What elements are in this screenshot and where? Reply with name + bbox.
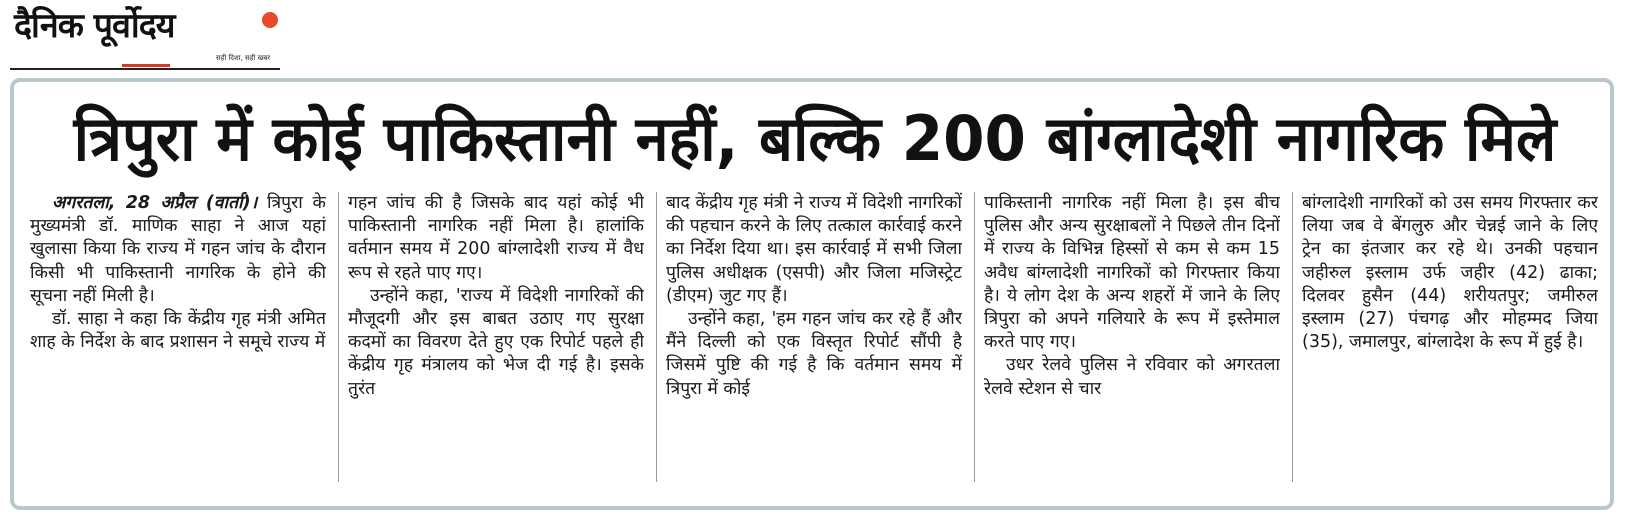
column-divider [974, 192, 975, 482]
article-column-3 [666, 192, 962, 492]
article-paragraph [30, 192, 326, 308]
masthead-accent-bar [122, 64, 170, 67]
article-paragraph: डॉ. साहा ने कहा कि केंद्रीय गृह मंत्री अमित शाह के निर्देश के बाद प्रशासन ने समूचे राज्य में [30, 309, 326, 353]
column-divider [338, 192, 339, 482]
article-column-5 [1302, 192, 1598, 492]
article-paragraph: उन्होंने कहा, 'हम गहन जांच कर रहे हैं और मैंने दिल्ली को एक विस्तृत रिपोर्ट सौंपी है जिसमें पुष्टि की गई है कि वर्तमान समय में त्रिपुरा में कोई [666, 309, 962, 399]
article-paragraph: बाद केंद्रीय गृह मंत्री ने राज्य में विदेशी नागरिकों की पहचान करने के लिए तत्काल कार्रवाई करने का निर्देश दिया था। इस कार्रवाई में सभी जिला पुलिस अधीक्षक (एसपी) और जिला मजिस्ट्रेट (डीएम) जुट गए हैं। [666, 193, 962, 306]
article-headline: त्रिपुरा में कोई पाकिस्तानी नहीं, बल्कि 200 बांग्लादेशी नागरिक मिले [73, 102, 1557, 175]
article-paragraph: उन्होंने कहा, 'राज्य में विदेशी नागरिकों की मौजूदगी और इस बाबत उठाए गए सुरक्षा कदमों का विवरण देते हुए एक रिपोर्ट पहले ही केंद्रीय गृह मंत्रालय को भेज दी गई है। इसके तुरंत [348, 285, 644, 399]
masthead [10, 4, 280, 70]
article-paragraph: उधर रेलवे पुलिस ने रविवार को अगरतला रेलवे स्टेशन से चार [984, 355, 1280, 399]
newspaper-logo: दैनिक पूर्वोदय [14, 6, 175, 46]
column-divider [1292, 192, 1293, 482]
article-paragraph: बांग्लादेशी नागरिकों को उस समय गिरफ्तार कर लिया जब वे बेंगलुरु और चेन्नई जाने के लिए ट्रेन का इंतजार कर रहे थे। उनकी पहचान जहीरुल इस्लाम उर्फ जहीर (42) ढाका; दिलवर हुसैन (44) शरीयतपुर; जमीरुल इस्लाम (27) पंचगढ़ और मोहम्मद जिया (35), जमालपुर, बांग्लादेश के रूप में हुई है। [1302, 193, 1598, 353]
paragraph-text: त्रिपुरा के मुख्यमंत्री डॉ. माणिक साहा ने आज यहां खुलासा किया कि राज्य में गहन जांच के दौरान किसी भी पाकिस्तानी नागरिक के होने की सूचना नहीं मिली है। [30, 193, 326, 306]
column-divider [656, 192, 657, 482]
article-paragraph: पाकिस्तानी नागरिक नहीं मिला है। इस बीच पुलिस और अन्य सुरक्षाबलों ने पिछले तीन दिनों में राज्य के विभिन्न हिस्सों से कम से कम 15 अवैध बांग्लादेशी नागरिकों को गिरफ्तार किया है। ये लोग देश के अन्य शहरों में जाने के लिए त्रिपुरा को अपने गलियारे के रूप में इस्तेमाल करते पाए गए। [984, 193, 1280, 353]
article-paragraph: गहन जांच की है जिसके बाद यहां कोई भी पाकिस्तानी नागरिक नहीं मिला है। हालांकि वर्तमान समय में 200 बांग्लादेशी राज्य में वैध रूप से रहते पाए गए। [348, 193, 644, 283]
masthead-rule [10, 68, 280, 70]
article-column-4 [984, 192, 1280, 492]
sun-icon [262, 12, 278, 28]
article-column-2 [348, 192, 644, 492]
dateline: अगरतला, 28 अप्रैल (वार्ता)। [52, 193, 258, 213]
newspaper-tagline: सही दिशा, सही खबर [216, 54, 271, 62]
article-body [30, 192, 1620, 492]
article-column-1 [30, 192, 326, 492]
